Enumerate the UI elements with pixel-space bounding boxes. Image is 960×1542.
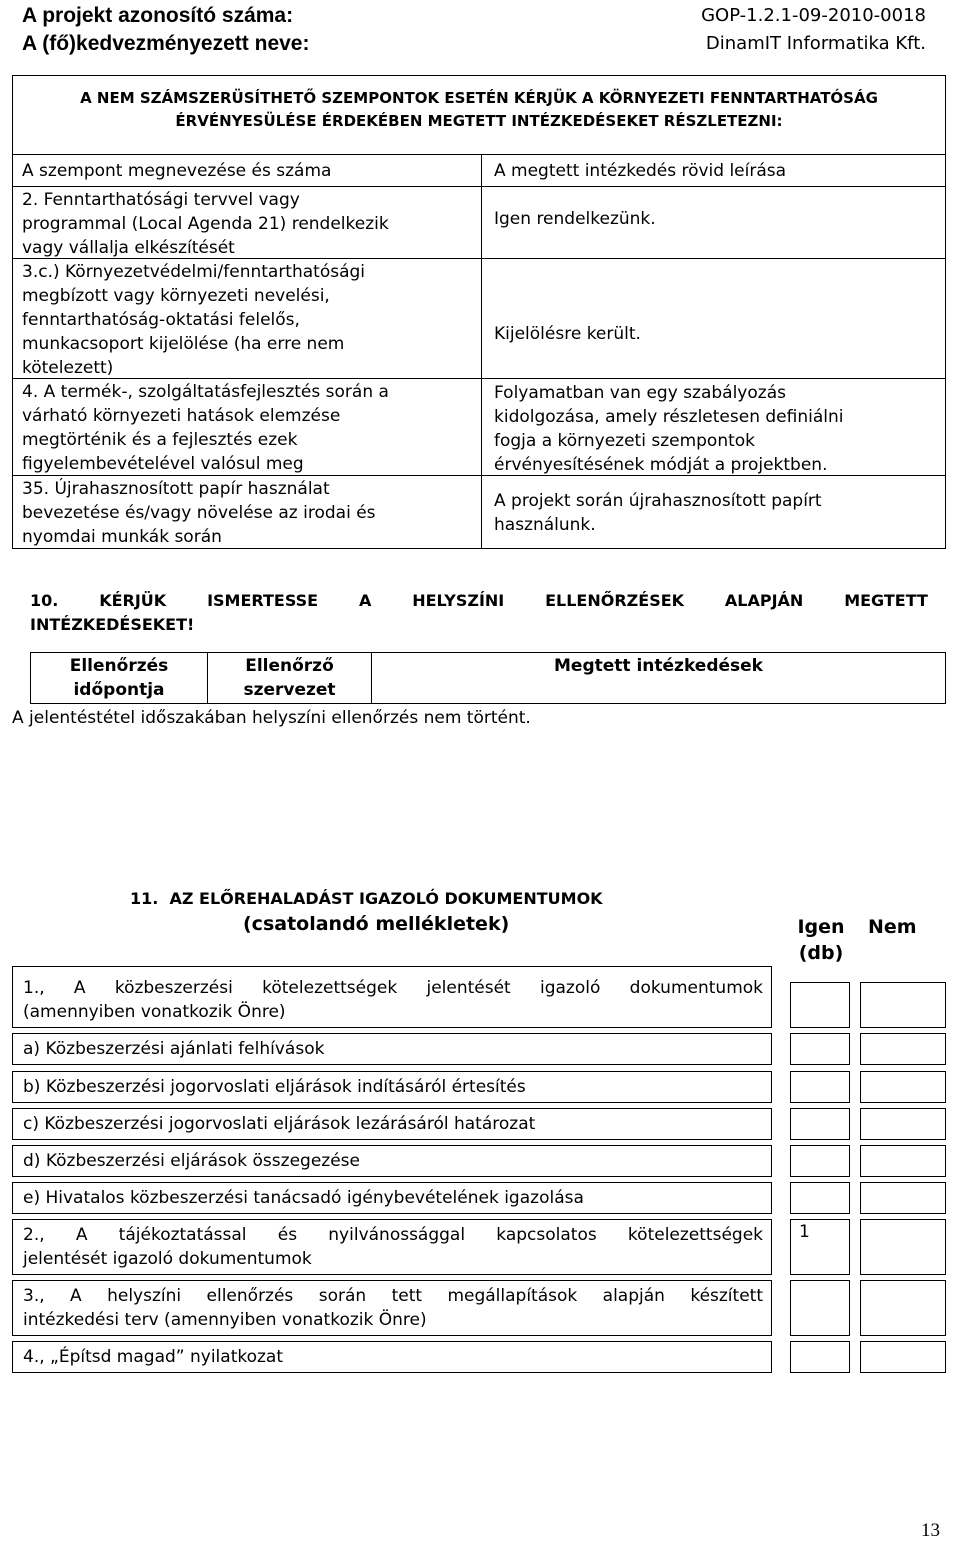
- sustain-aspect: 35. Újrahasznosított papír használat bevezetése és/vagy növelése az irodai és nyomdai munkák során: [22, 479, 376, 547]
- sustain-aspect: 3.c.) Környezetvédelmi/fenntarthatósági megbízott vagy környezeti nevelési, fenntarthatóság-oktatási felelős, munkacsoport kijelölése (ha erre nem kötelezett): [22, 262, 366, 378]
- section10-title-word: KÉRJÜK: [99, 591, 167, 610]
- sustain-notice-line2: ÉRVÉNYESÜLÉSE ÉRDEKÉBEN MEGTETT INTÉZKEDÉSEKET RÉSZLETEZNI:: [175, 112, 783, 130]
- documents-table: [12, 966, 946, 1378]
- document-no-box[interactable]: [860, 1071, 946, 1103]
- section10-number: 10.: [30, 591, 59, 610]
- sustain-measure: A projekt során újrahasznosított papírt használunk.: [494, 491, 822, 535]
- document-yes-count[interactable]: [790, 1071, 850, 1103]
- document-no-box[interactable]: [860, 1219, 946, 1275]
- document-no-box[interactable]: [860, 1182, 946, 1214]
- sustain-table: [12, 154, 958, 550]
- document-yes-count[interactable]: [790, 1108, 850, 1140]
- sustain-measure: Kijelölésre került.: [494, 324, 641, 344]
- section10-title: [30, 589, 928, 613]
- document-item: c) Közbeszerzési jogorvoslati eljárások lezárásáról határozat: [12, 1108, 772, 1140]
- section10-title-word: MEGTETT: [844, 591, 928, 610]
- sustain-col-divider: [481, 154, 482, 549]
- sustain-notice-line1: A NEM SZÁMSZERÜSÍTHETŐ SZEMPONTOK ESETÉN KÉRJÜK A KÖRNYEZETI FENNTARTHATÓSÁG: [80, 89, 878, 107]
- project-id-label: A projekt azonosító száma:: [22, 4, 294, 27]
- document-yes-count[interactable]: [790, 1182, 850, 1214]
- document-no-box[interactable]: [860, 1108, 946, 1140]
- section10-title-word: ISMERTESSE: [207, 591, 319, 610]
- document-item: 3., A helyszíni ellenőrzés során tett megállapítások alapján készített intézkedési terv (amennyiben vonatkozik Önre): [12, 1280, 772, 1336]
- document-item: a) Közbeszerzési ajánlati felhívások: [12, 1033, 772, 1065]
- inspection-note: A jelentéstétel időszakában helyszíni ellenőrzés nem történt.: [12, 708, 531, 728]
- sustain-measure: Igen rendelkezünk.: [494, 209, 656, 229]
- document-no-box[interactable]: [860, 982, 946, 1028]
- col-no-header: Nem: [868, 916, 917, 938]
- inspection-col-org: Ellenőrző szervezet: [243, 656, 336, 700]
- document-no-box[interactable]: [860, 1145, 946, 1177]
- section10-title-word: ALAPJÁN: [724, 591, 804, 610]
- document-item: d) Közbeszerzési eljárások összegezése: [12, 1145, 772, 1177]
- document-no-box[interactable]: [860, 1033, 946, 1065]
- document-yes-count[interactable]: [790, 1280, 850, 1336]
- sustain-row-separator: [12, 186, 946, 187]
- beneficiary-label: A (fő)kedvezményezett neve:: [22, 32, 310, 55]
- sustain-col1-header: A szempont megnevezése és száma: [22, 161, 332, 181]
- section10-title-word: HELYSZÍNI: [412, 591, 505, 610]
- sustain-aspect: 2. Fenntarthatósági tervvel vagy programmal (Local Agenda 21) rendelkezik vagy vállalja elkészítését: [22, 190, 389, 258]
- document-yes-count[interactable]: [790, 1145, 850, 1177]
- document-item: 2., A tájékoztatással és nyilvánossággal kapcsolatos kötelezettségek jelentését igazoló dokumentumok: [12, 1219, 772, 1275]
- page-number: 13: [921, 1520, 940, 1541]
- document-item: b) Közbeszerzési jogorvoslati eljárások indításáról értesítés: [12, 1071, 772, 1103]
- sustain-measure: Folyamatban van egy szabályozás kidolgozása, amely részletesen definiálni fogja a környezeti szempontok érvényesítésének módját a projektben.: [494, 383, 844, 475]
- project-id-value: GOP-1.2.1-09-2010-0018: [701, 5, 926, 26]
- sustain-notice-box: [12, 75, 946, 154]
- section11-title: 11. AZ ELŐREHALADÁST IGAZOLÓ DOKUMENTUMOK: [130, 889, 603, 908]
- inspection-col-date: Ellenőrzés időpontja: [69, 656, 169, 700]
- sustain-aspect: 4. A termék-, szolgáltatásfejlesztés során a várható környezeti hatások elemzése megtörténik és a fejlesztés ezek figyelembevételével valósul meg: [22, 382, 389, 474]
- section10-title-word: A: [358, 591, 372, 610]
- section10-title-line2: INTÉZKEDÉSEKET!: [30, 615, 195, 634]
- section10-title-word: ELLENŐRZÉSEK: [545, 591, 685, 610]
- document-yes-count[interactable]: 1: [790, 1219, 850, 1275]
- inspection-col-measures: Megtett intézkedések: [554, 656, 763, 676]
- section11-subtitle: (csatolandó mellékletek): [243, 913, 510, 935]
- document-item: 1., A közbeszerzési kötelezettségek jelentését igazoló dokumentumok (amennyiben vonatkozik Önre): [12, 966, 772, 1028]
- sustain-row-separator: [12, 258, 946, 259]
- sustain-col2-header: A megtett intézkedés rövid leírása: [494, 161, 787, 181]
- document-item: e) Hivatalos közbeszerzési tanácsadó igénybevételének igazolása: [12, 1182, 772, 1214]
- document-no-box[interactable]: [860, 1280, 946, 1336]
- sustain-row-separator: [12, 378, 946, 379]
- inspection-table: [30, 652, 946, 704]
- beneficiary-value: DinamIT Informatika Kft.: [705, 33, 926, 54]
- document-item: 4., „Építsd magad” nyilatkozat: [12, 1341, 772, 1373]
- sustain-row-separator: [12, 475, 946, 476]
- document-no-box[interactable]: [860, 1341, 946, 1373]
- col-yes-header: Igen (db): [797, 916, 845, 964]
- document-yes-count[interactable]: [790, 1341, 850, 1373]
- document-yes-count[interactable]: [790, 982, 850, 1028]
- document-yes-count[interactable]: [790, 1033, 850, 1065]
